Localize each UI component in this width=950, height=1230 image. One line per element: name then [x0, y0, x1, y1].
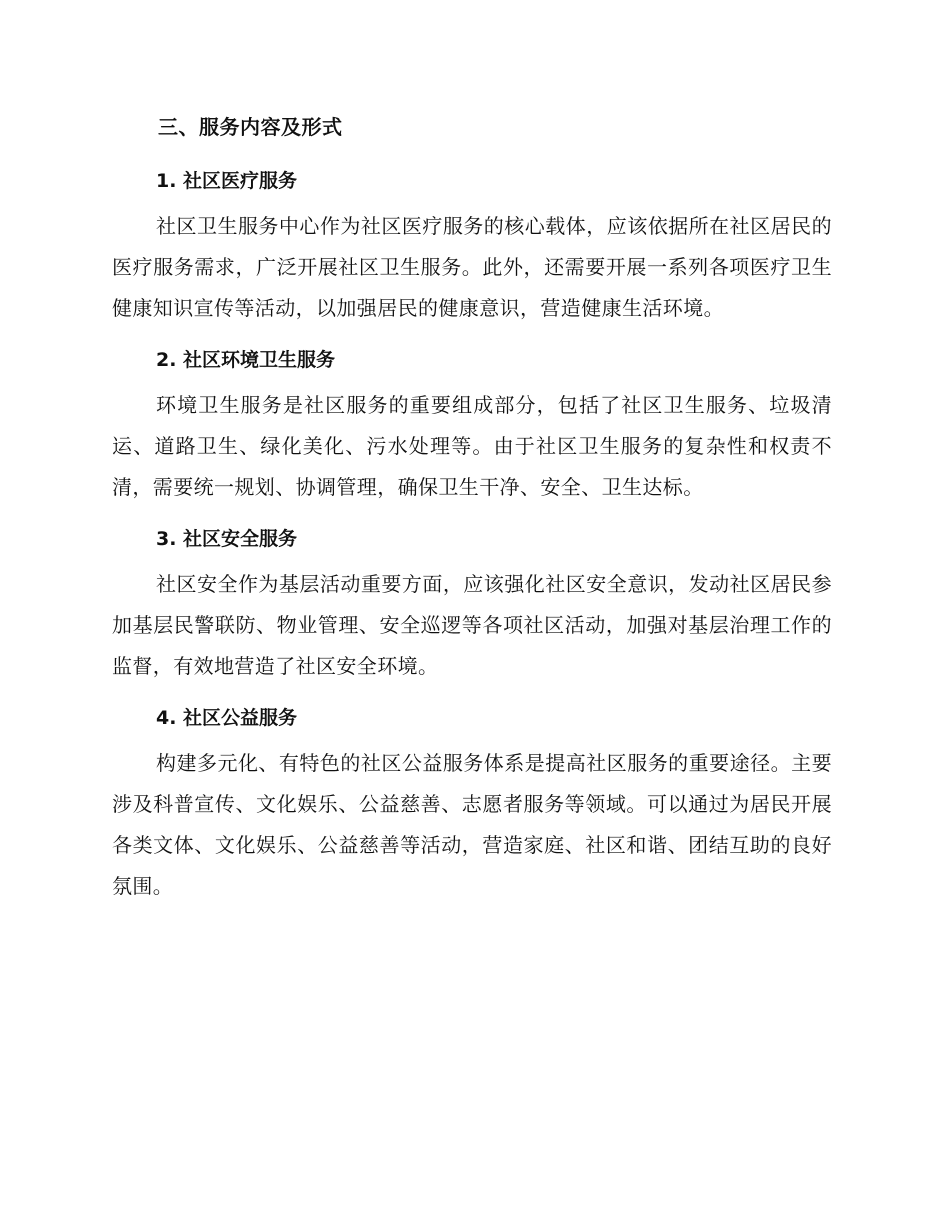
subheading-medical: 1. 社区医疗服务	[156, 170, 298, 192]
paragraph-environment: 环境卫生服务是社区服务的重要组成部分，包括了社区卫生服务、垃圾清运、道路卫生、绿化美化、污水处理等。由于社区卫生服务的复杂性和权责不清，需要统一规划、协调管理，确保卫生干净、安全、卫生达标。	[112, 393, 832, 499]
paragraph-safety: 社区安全作为基层活动重要方面，应该强化社区安全意识，发动社区居民参加基层民警联防、物业管理、安全巡逻等各项社区活动，加强对基层治理工作的监督，有效地营造了社区安全环境。	[112, 572, 832, 678]
subheading-safety: 3. 社区安全服务	[156, 528, 298, 550]
subheading-environment: 2. 社区环境卫生服务	[156, 349, 336, 371]
paragraph-medical: 社区卫生服务中心作为社区医疗服务的核心载体，应该依据所在社区居民的医疗服务需求，广泛开展社区卫生服务。此外，还需要开展一系列各项医疗卫生健康知识宣传等活动，以加强居民的健康意识，营造健康生活环境。	[112, 214, 832, 320]
paragraph-public-welfare: 构建多元化、有特色的社区公益服务体系是提高社区服务的重要途径。主要涉及科普宣传、文化娱乐、公益慈善、志愿者服务等领域。可以通过为居民开展各类文体、文化娱乐、公益慈善等活动，营造家庭、社区和谐、团结互助的良好氛围。	[112, 751, 832, 898]
subheading-public-welfare: 4. 社区公益服务	[156, 707, 298, 729]
section-title: 三、服务内容及形式	[158, 115, 343, 139]
document-page	[112, 108, 832, 919]
